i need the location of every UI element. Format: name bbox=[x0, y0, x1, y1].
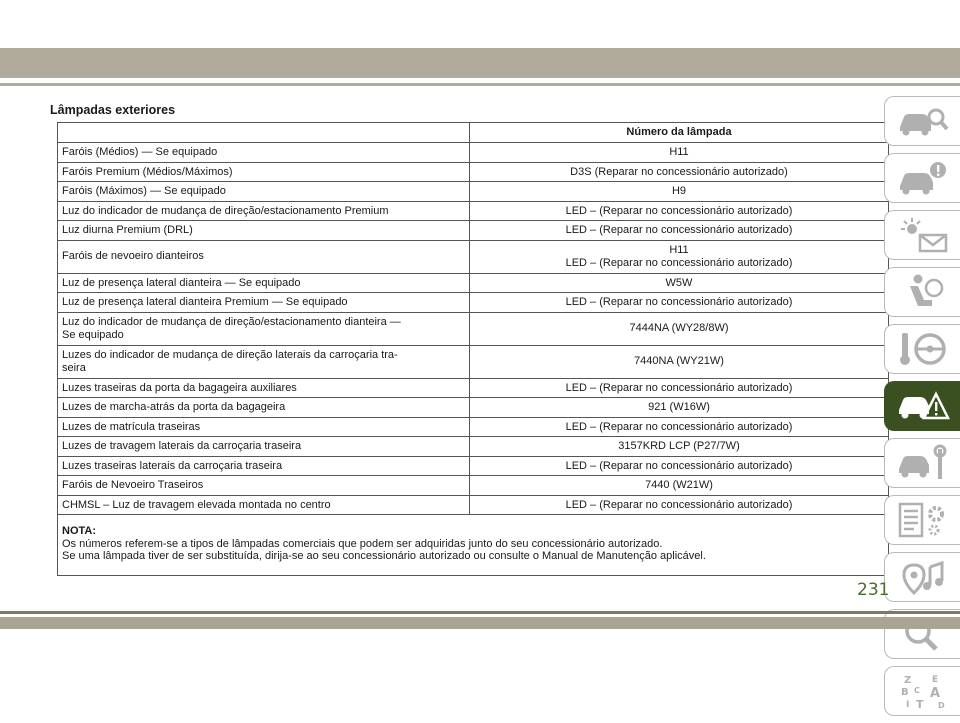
note-row bbox=[58, 515, 889, 576]
bulb-number: 7440 (W21W) bbox=[470, 476, 889, 496]
car-info-icon bbox=[896, 158, 950, 198]
table-row bbox=[58, 273, 889, 293]
multimedia-icon bbox=[896, 557, 950, 597]
tab-spec-list-gear[interactable] bbox=[884, 495, 960, 545]
exterior-bulbs-table bbox=[57, 122, 889, 576]
bulb-description: Luzes de marcha-atrás da porta da bagageira bbox=[58, 398, 470, 418]
header-rule bbox=[0, 83, 960, 86]
tab-warning-lights[interactable] bbox=[884, 210, 960, 260]
bulb-description: Faróis (Máximos) — Se equipado bbox=[58, 182, 470, 202]
header-cell-description bbox=[58, 123, 470, 143]
note-line-1: Os números referem-se a tipos de lâmpadas comerciais que podem ser adquiridas junto do seu concessionário autorizado. bbox=[62, 537, 663, 550]
tab-car-wrench[interactable] bbox=[884, 438, 960, 488]
table-row bbox=[58, 495, 889, 515]
bulb-number: 7444NA (WY28/8W) bbox=[470, 312, 889, 345]
tab-key-steering-wheel[interactable] bbox=[884, 324, 960, 374]
header-cell-bulb-number: Número da lâmpada bbox=[470, 123, 889, 143]
bulb-number: W5W bbox=[470, 273, 889, 293]
bulb-description: Faróis Premium (Médios/Máximos) bbox=[58, 162, 470, 182]
bulb-number: LED – (Reparar no concessionário autorizado) bbox=[470, 378, 889, 398]
tab-car-info[interactable] bbox=[884, 153, 960, 203]
page-number: 231 bbox=[857, 580, 890, 600]
bulb-number-secondary: LED – (Reparar no concessionário autorizado) bbox=[565, 256, 793, 269]
airbag-seat-icon bbox=[896, 272, 950, 312]
alphabet-index-icon bbox=[896, 671, 950, 711]
table-row bbox=[58, 293, 889, 313]
bulb-description: Luzes de travagem laterais da carroçaria traseira bbox=[58, 437, 470, 457]
table-row bbox=[58, 437, 889, 457]
bulb-number: LED – (Reparar no concessionário autorizado) bbox=[470, 456, 889, 476]
svg-text:I: I bbox=[905, 700, 909, 710]
table-row bbox=[58, 143, 889, 163]
table-row bbox=[58, 221, 889, 241]
header-band bbox=[0, 48, 960, 78]
bulb-description: CHMSL – Luz de travagem elevada montada no centro bbox=[58, 495, 470, 515]
svg-text:C: C bbox=[913, 686, 920, 695]
bulb-description: Luz do indicador de mudança de direção/estacionamento Premium bbox=[58, 201, 470, 221]
note-cell bbox=[58, 515, 889, 576]
bulb-description: Luz de presença lateral dianteira — Se equipado bbox=[58, 273, 470, 293]
spec-list-gear-icon bbox=[896, 500, 950, 540]
bulb-number: LED – (Reparar no concessionário autorizado) bbox=[470, 495, 889, 515]
svg-text:Z: Z bbox=[903, 675, 911, 686]
bulb-description: Faróis (Médios) — Se equipado bbox=[58, 143, 470, 163]
bulb-number-primary: H11 bbox=[669, 244, 689, 256]
tab-alphabet-index[interactable] bbox=[884, 666, 960, 716]
bulb-description bbox=[58, 312, 470, 345]
bulb-description: Luzes traseiras laterais da carroçaria traseira bbox=[58, 456, 470, 476]
car-magnifier-icon bbox=[896, 101, 950, 141]
bulb-number: H9 bbox=[470, 182, 889, 202]
bulb-number bbox=[470, 240, 889, 273]
bulb-description: Luzes de matrícula traseiras bbox=[58, 417, 470, 437]
table-row bbox=[58, 417, 889, 437]
table-row bbox=[58, 162, 889, 182]
tab-multimedia[interactable] bbox=[884, 552, 960, 602]
bulb-description: Luz de presença lateral dianteira Premium — Se equipado bbox=[58, 293, 470, 313]
bulb-description: Luz diurna Premium (DRL) bbox=[58, 221, 470, 241]
svg-text:A: A bbox=[929, 686, 940, 701]
table-row bbox=[58, 456, 889, 476]
svg-text:B: B bbox=[900, 687, 909, 698]
svg-text:T: T bbox=[915, 698, 924, 711]
bulb-description: Luzes traseiras da porta da bagageira auxiliares bbox=[58, 378, 470, 398]
bulb-number: 7440NA (WY21W) bbox=[470, 345, 889, 378]
tab-car-hazard[interactable] bbox=[884, 381, 960, 431]
bulb-number: LED – (Reparar no concessionário autorizado) bbox=[470, 417, 889, 437]
tab-airbag-seat[interactable] bbox=[884, 267, 960, 317]
note-line-2: Se uma lâmpada tiver de ser substituída, dirija-se ao seu concessionário autorizado ou consulte o Manual de Manutenção aplicável. bbox=[62, 550, 706, 562]
bulb-description: Faróis de nevoeiro dianteiros bbox=[58, 240, 470, 273]
table-row bbox=[58, 378, 889, 398]
footer-rule bbox=[0, 611, 960, 614]
bulb-number: LED – (Reparar no concessionário autorizado) bbox=[470, 221, 889, 241]
car-wrench-icon bbox=[896, 443, 950, 483]
table-row bbox=[58, 182, 889, 202]
bulb-number: LED – (Reparar no concessionário autorizado) bbox=[470, 201, 889, 221]
table-row bbox=[58, 312, 889, 345]
table-row bbox=[58, 476, 889, 496]
bulb-description-line2: Se equipado bbox=[62, 328, 124, 341]
svg-text:E: E bbox=[931, 675, 938, 685]
bulb-description-line1: Luzes do indicador de mudança de direção laterais da carroçaria tra- bbox=[62, 349, 398, 361]
tab-car-magnifier[interactable] bbox=[884, 96, 960, 146]
bulb-number: 921 (W16W) bbox=[470, 398, 889, 418]
table-row bbox=[58, 398, 889, 418]
table-row bbox=[58, 240, 889, 273]
svg-text:D: D bbox=[937, 701, 945, 710]
warning-lights-icon bbox=[896, 215, 950, 255]
bulb-description bbox=[58, 345, 470, 378]
bulb-number: H11 bbox=[470, 143, 889, 163]
note-title: NOTA: bbox=[62, 525, 97, 537]
table-row bbox=[58, 201, 889, 221]
table-row bbox=[58, 345, 889, 378]
key-steering-wheel-icon bbox=[896, 329, 950, 369]
bulb-description: Faróis de Nevoeiro Traseiros bbox=[58, 476, 470, 496]
bulb-number: D3S (Reparar no concessionário autorizado) bbox=[470, 162, 889, 182]
bulb-description-line1: Luz do indicador de mudança de direção/estacionamento dianteira — bbox=[62, 316, 401, 328]
section-title: Lâmpadas exteriores bbox=[50, 103, 176, 117]
car-hazard-icon bbox=[896, 386, 950, 426]
bulb-number: LED – (Reparar no concessionário autorizado) bbox=[470, 293, 889, 313]
bulb-description-line2: seira bbox=[62, 361, 86, 374]
table-header-row bbox=[58, 123, 889, 143]
bulb-number: 3157KRD LCP (P27/7W) bbox=[470, 437, 889, 457]
footer-band bbox=[0, 617, 960, 629]
